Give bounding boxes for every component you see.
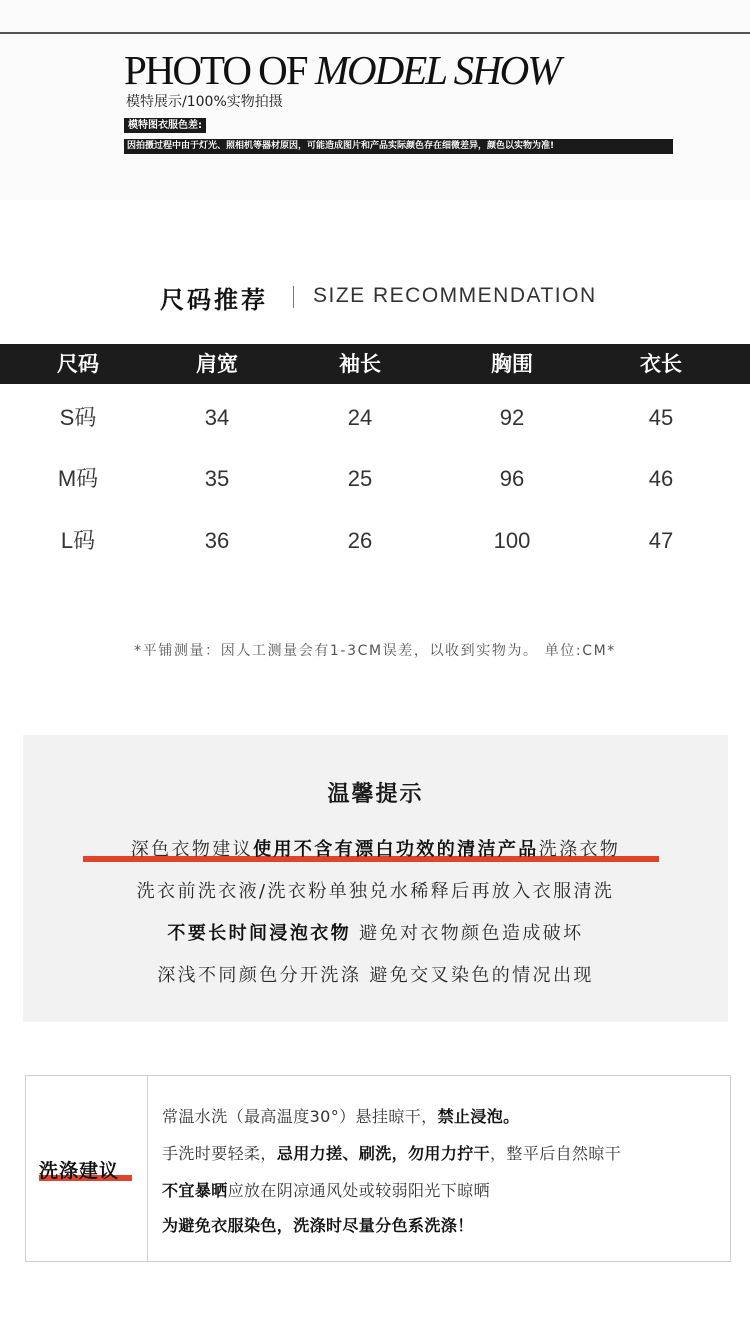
tip-text: 洗涤衣物: [538, 839, 621, 860]
size-heading-zh: 尺码推荐: [160, 286, 268, 314]
table-row: [0, 398, 750, 438]
table-cell: S码: [59, 405, 97, 430]
wash-emphasis: 忌用力搓、刷洗，勿用力拧干: [276, 1144, 491, 1163]
tip-emphasis: 使用不含有漂白功效的清洁产品: [253, 839, 539, 860]
measurement-note: *平铺测量：因人工测量会有1-3CM误差，以收到实物为。 单位:CM*: [134, 643, 616, 659]
wash-line: [162, 1213, 474, 1236]
table-cell: 100: [493, 528, 531, 553]
column-header-shoulder: 肩宽: [196, 352, 238, 376]
table-cell: 26: [347, 528, 373, 553]
tip-line: 洗衣前洗衣液/洗衣粉单独兑水稀释后再放入衣服清洗: [136, 881, 615, 902]
hero-title-roman: PHOTO OF: [124, 48, 315, 92]
top-divider: [0, 32, 750, 34]
table-cell: 96: [499, 466, 525, 491]
column-header-sleeve: 袖长: [339, 352, 381, 376]
tip-emphasis: 不要长时间浸泡衣物: [167, 923, 352, 944]
tip-line: 深浅不同颜色分开洗涤 避免交叉染色的情况出现: [157, 965, 594, 986]
wash-advice-label: 洗涤建议: [39, 1160, 120, 1182]
wash-advice-box: [25, 1075, 731, 1262]
wash-text: 常温水洗（最高温度30°）悬挂晾干，: [162, 1107, 438, 1126]
table-cell: 24: [347, 405, 373, 430]
table-cell: 46: [648, 466, 674, 491]
table-cell: 34: [204, 405, 230, 430]
wash-text: ，整平后自然晾干: [490, 1144, 622, 1163]
heading-separator: [293, 286, 294, 308]
hero-title-italic: MODEL SHOW: [314, 48, 560, 92]
wash-text: 应放在阴凉通风处或较弱阳光下晾晒: [227, 1181, 491, 1200]
size-heading-en: SIZE RECOMMENDATION: [313, 284, 597, 307]
wash-emphasis: 禁止浸泡。: [437, 1107, 520, 1126]
column-divider: [147, 1076, 148, 1261]
column-header-size: 尺码: [57, 352, 99, 376]
table-cell: M码: [57, 466, 99, 491]
table-cell: 35: [204, 466, 230, 491]
hero-subtitle: 模特展示/100%实物拍摄: [126, 94, 283, 110]
column-header-length: 衣长: [640, 352, 682, 376]
hero-title: [124, 48, 664, 92]
color-difference-note: 因拍摄过程中由于灯光、照相机等器材原因，可能造成图片和产品实际颜色存在细微差异，颜色以实物为准!: [124, 139, 673, 154]
column-header-chest: 胸围: [491, 352, 533, 376]
tip-text: 深色衣物建议: [130, 839, 254, 860]
table-row: [0, 521, 750, 561]
size-recommendation-heading: [0, 276, 750, 316]
table-row: [0, 459, 750, 499]
table-cell: 25: [347, 466, 373, 491]
size-table-header: [0, 344, 750, 384]
tips-panel: [23, 735, 728, 1022]
wash-line: [162, 1104, 520, 1127]
wash-line: [162, 1178, 490, 1201]
wash-text: 手洗时要轻柔，: [162, 1144, 277, 1163]
tip-line: [23, 919, 728, 945]
tip-text: 避免对衣物颜色造成破坏: [351, 923, 584, 944]
tip-line: [23, 835, 728, 861]
table-cell: L码: [60, 528, 96, 553]
color-difference-tag: 模特图衣服色差:: [124, 118, 206, 133]
wash-line: [162, 1141, 621, 1164]
tips-title: 温馨提示: [327, 782, 424, 807]
table-cell: 36: [204, 528, 230, 553]
table-cell: 92: [499, 405, 525, 430]
wash-emphasis: 为避免衣服染色，洗涤时尽量分色系洗涤！: [162, 1216, 474, 1235]
table-cell: 45: [648, 405, 674, 430]
table-cell: 47: [648, 528, 674, 553]
model-show-header: [0, 0, 750, 200]
wash-emphasis: 不宜暴晒: [162, 1181, 228, 1200]
